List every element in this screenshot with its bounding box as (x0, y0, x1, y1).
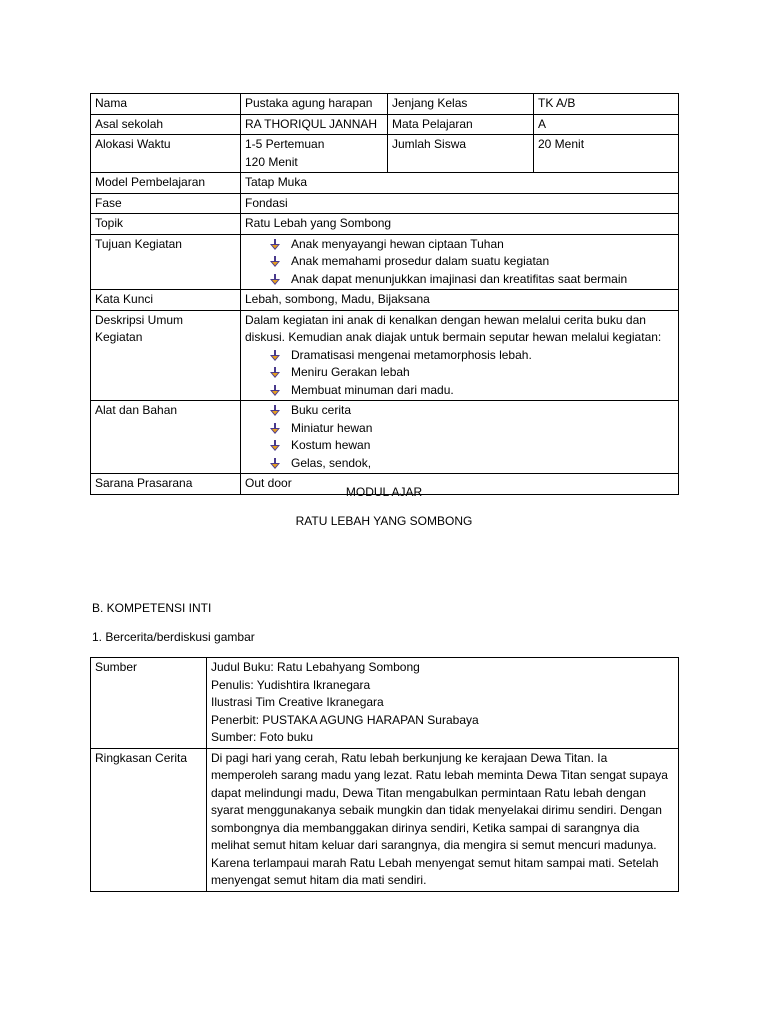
table-row (91, 310, 679, 401)
list-item (269, 402, 674, 420)
tujuan-list-cell (241, 234, 679, 290)
table-row (91, 748, 679, 891)
asal-value: RA THORIQUL JANNAH (241, 114, 388, 135)
list-item (269, 347, 674, 365)
list-item-text: Anak dapat menunjukkan imajinasi dan kreatifitas saat bermain (291, 271, 628, 286)
sumber-cell (207, 658, 679, 749)
list-item (269, 271, 674, 289)
kata-label: Kata Kunci (91, 290, 241, 311)
fase-label: Fase (91, 193, 241, 214)
sarana-label: Sarana Prasarana (91, 474, 241, 495)
table-row (91, 173, 679, 194)
alat-list-cell (241, 401, 679, 474)
jumlah-label: Jumlah Siswa (388, 135, 534, 173)
arrow-down-bullet-icon (269, 274, 281, 286)
sumber-line: Penerbit: PUSTAKA AGUNG HARAPAN Surabaya (211, 712, 479, 727)
ringkasan-label: Ringkasan Cerita (91, 748, 207, 891)
kata-value: Lebah, sombong, Madu, Bijaksana (241, 290, 679, 311)
tujuan-list (245, 236, 674, 289)
list-item (269, 455, 674, 473)
sumber-line: Sumber: Foto buku (211, 730, 314, 744)
section-heading-b: B. KOMPETENSI INTI (92, 601, 212, 615)
table-row (91, 94, 679, 115)
deskripsi-label-line-2: Kegiatan (95, 330, 143, 344)
list-item (269, 437, 674, 455)
arrow-down-bullet-icon (269, 423, 281, 435)
list-item-text: Anak memahami prosedur dalam suatu kegiatan (291, 254, 550, 268)
list-item-text: Anak menyayangi hewan ciptaan Tuhan (291, 236, 504, 251)
table-row (91, 114, 679, 135)
arrow-down-bullet-icon (269, 239, 281, 251)
sumber-line: Judul Buku: Ratu Lebahyang Sombong (211, 660, 420, 674)
table-row (91, 290, 679, 311)
alat-list (245, 402, 674, 472)
sarana-value: Out door (241, 474, 679, 495)
arrow-down-bullet-icon (269, 367, 281, 379)
table-row (91, 193, 679, 214)
alat-label: Alat dan Bahan (91, 401, 241, 474)
asal-label: Asal sekolah (91, 114, 241, 135)
module-title: MODUL AJAR (345, 485, 423, 499)
arrow-down-bullet-icon (269, 405, 281, 417)
table-row (91, 234, 679, 290)
mapel-label: Mata Pelajaran (388, 114, 534, 135)
deskripsi-label (91, 310, 241, 401)
table-row (91, 214, 679, 235)
table-row (91, 135, 679, 173)
mapel-value: A (534, 114, 679, 135)
deskripsi-cell (241, 310, 679, 401)
model-label: Model Pembelajaran (91, 173, 241, 194)
arrow-down-bullet-icon (269, 385, 281, 397)
alokasi-label: Alokasi Waktu (91, 135, 241, 173)
arrow-down-bullet-icon (269, 458, 281, 470)
deskripsi-label-line-1: Deskripsi Umum (95, 312, 184, 327)
topik-label: Topik (91, 214, 241, 235)
alokasi-value (241, 135, 388, 173)
jumlah-value: 20 Menit (534, 135, 679, 173)
arrow-down-bullet-icon (269, 350, 281, 362)
story-title: RATU LEBAH YANG SOMBONG (295, 514, 473, 528)
sumber-label: Sumber (91, 658, 207, 749)
sumber-line: Ilustrasi Tim Creative Ikranegara (211, 695, 384, 709)
jenjang-label: Jenjang Kelas (388, 94, 534, 115)
list-item-text: Dramatisasi mengenai metamorphosis lebah. (291, 347, 532, 362)
list-item (269, 236, 674, 254)
nama-label: Nama (91, 94, 241, 115)
list-item (269, 364, 674, 382)
deskripsi-list (245, 347, 674, 400)
arrow-down-bullet-icon (269, 440, 281, 452)
table-row (91, 658, 679, 749)
list-item-text: Miniatur hewan (291, 420, 373, 435)
list-item-text: Gelas, sendok, (291, 455, 372, 470)
arrow-down-bullet-icon (269, 256, 281, 268)
jenjang-value: TK A/B (534, 94, 679, 115)
sumber-line: Penulis: Yudishtira Ikranegara (211, 677, 371, 692)
list-item-text: Membuat minuman dari madu. (291, 382, 454, 397)
ringkasan-text: Di pagi hari yang cerah, Ratu lebah berkunjung ke kerajaan Dewa Titan. Ia memperoleh sarang madu yang lezat. Ratu lebah meminta Dewa Titan sengat supaya dapat melindungi madu, Dewa Titan mengabulkan permintaan Ratu lebah dengan syarat menggunakanya sebaik mungkin dan tidak menyelakai dirimu sendiri. Dengan sombongnya dia membanggakan dirinya sendiri, Ketika sampai di sarangnya dia melihat semut hitam keluar dari sarangnya, dia mengira si semut mencuri madunya. Karena terlampaui marah Ratu Lebah menyengat semut hitam sampai mati. Setelah menyengat semut hitam dia mati sendiri. (207, 748, 679, 891)
fase-value: Fondasi (241, 193, 679, 214)
list-item-text: Buku cerita (291, 403, 352, 417)
section-heading-1: 1. Bercerita/berdiskusi gambar (92, 630, 255, 644)
list-item-text: Kostum hewan (291, 438, 371, 452)
tujuan-label: Tujuan Kegiatan (91, 234, 241, 290)
module-info-table (90, 93, 679, 495)
model-value: Tatap Muka (241, 173, 679, 194)
story-table (90, 657, 679, 892)
list-item (269, 420, 674, 438)
nama-value: Pustaka agung harapan (241, 94, 388, 115)
list-item (269, 382, 674, 400)
alokasi-value-line-1: 1-5 Pertemuan (245, 137, 325, 151)
topik-value: Ratu Lebah yang Sombong (241, 214, 679, 235)
deskripsi-text: Dalam kegiatan ini anak di kenalkan dengan hewan melalui cerita buku dan diskusi. Kemudian anak diajak untuk bermain seputar hewan melalui kegiatan: (245, 312, 662, 344)
list-item-text: Meniru Gerakan lebah (291, 365, 410, 379)
list-item (269, 253, 674, 271)
alokasi-value-line-2: 120 Menit (245, 154, 298, 169)
table-row (91, 401, 679, 474)
